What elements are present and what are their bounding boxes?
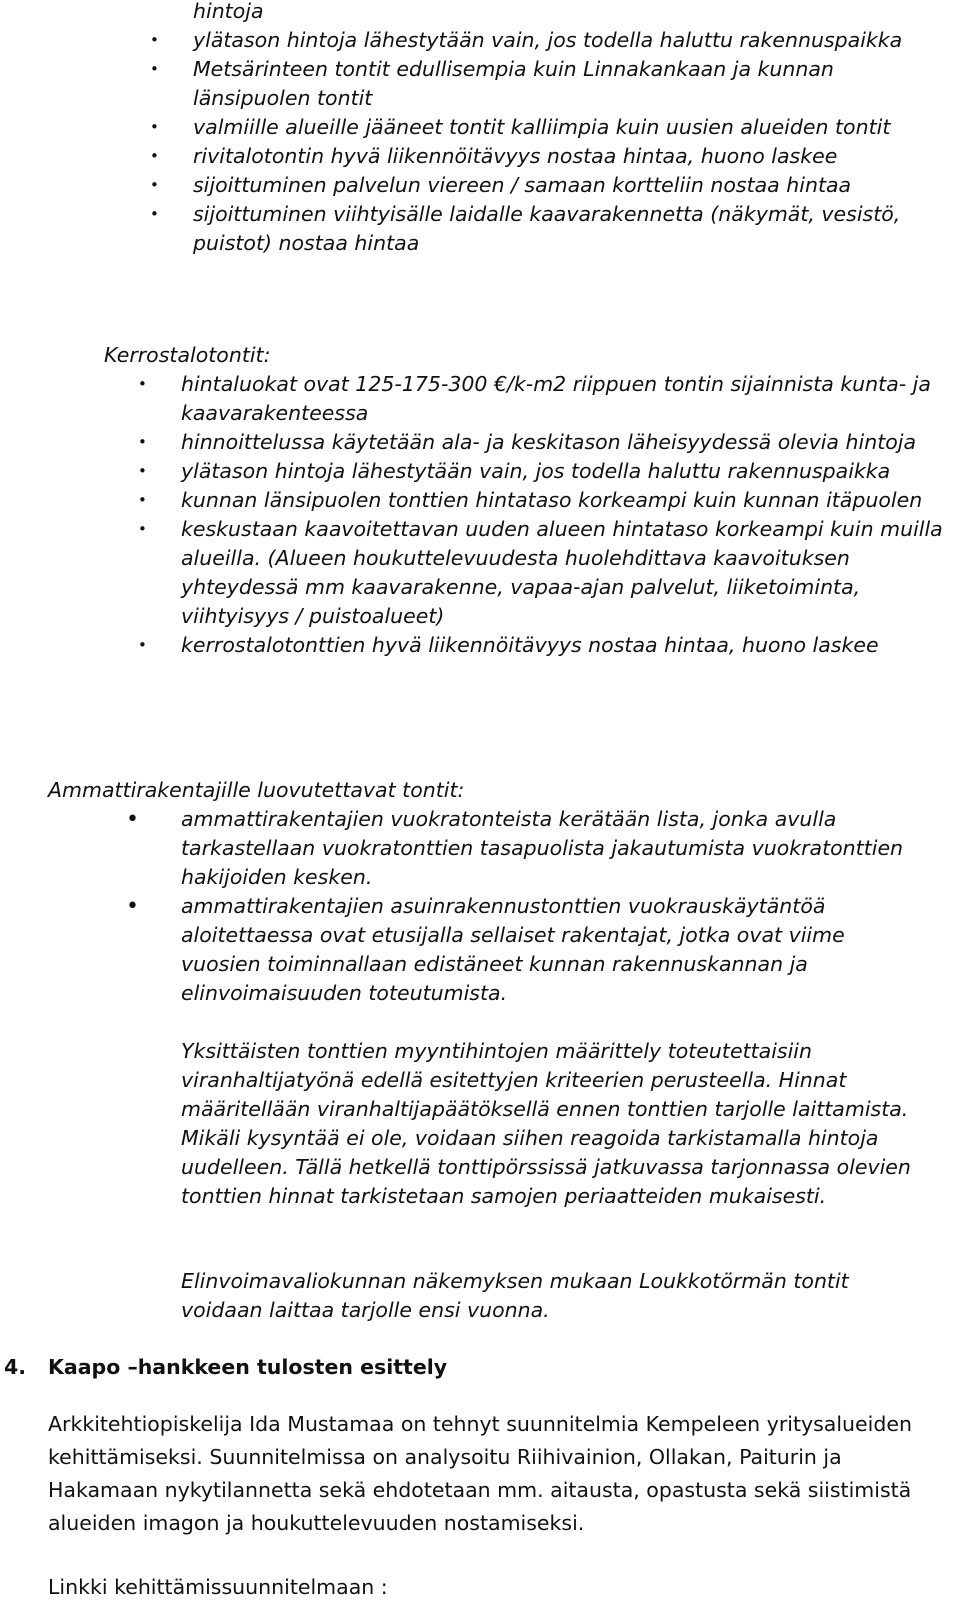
price-criteria-list [193,0,933,258]
ammattirakentaja-list [181,805,921,1008]
list-item: hintoja [193,0,264,23]
list-item: • ylätason hintoja lähestytään vain, jos todella haluttu rakennuspaikka [193,26,933,55]
list-item: • rivitalotontin hyvä liikennöitävyys nostaa hintaa, huono laskee [193,142,933,171]
list-item: • keskustaan kaavoitettavan uuden alueen hintataso korkeampi kuin muilla alueilla. (Alueen houkuttelevuudesta huolehdittava kaavoituksen yhteydessä mm kaavarakenne, vapaa-ajan palvelut, liiketoiminta, viihtyisyys / puistoalueet) [181,515,951,631]
list-item: • kerrostalotonttien hyvä liikennöitävyys nostaa hintaa, huono laskee [181,631,951,660]
list-item: • sijoittuminen palvelun viereen / samaan kortteliin nostaa hintaa [193,171,933,200]
list-item: • kunnan länsipuolen tonttien hintataso korkeampi kuin kunnan itäpuolen [181,486,951,515]
list-item: • hinnoittelussa käytetään ala- ja keskitason läheisyydessä olevia hintoja [181,428,951,457]
list-item: • sijoittuminen viihtyisälle laidalle kaavarakennetta (näkymät, vesistö, puistot) nostaa hintaa [193,200,933,258]
section-body: Arkkitehtiopiskelija Ida Mustamaa on tehnyt suunnitelmia Kempeleen yritysalueiden kehittämiseksi. Suunnitelmissa on analysoitu Riihivainion, Ollakan, Paiturin ja Hakamaan nykytilannetta sekä ehdotetaan mm. aitausta, opastusta sekä siistimistä alueiden imagon ja houkuttelevuuden nostamiseksi. [48,1412,912,1535]
list-item: • ammattirakentajien vuokratonteista kerätään lista, jonka avulla tarkastellaan vuokratonttien tasapuolista jakautumista vuokratonttien hakijoiden kesken. [181,805,921,892]
committee-paragraph: Elinvoimavaliokunnan näkemyksen mukaan Loukkotörmän tontit voidaan laittaa tarjolle ensi vuonna. [181,1269,849,1322]
plan-link[interactable]: Linkki kehittämissuunnitelmaan : [48,1575,388,1599]
list-item: • hintaluokat ovat 125-175-300 €/k-m2 riippuen tontin sijainnista kunta- ja kaavarakenteessa [181,370,951,428]
section-title: Kaapo –hankkeen tulosten esittely [48,1355,448,1379]
pricing-paragraph: Yksittäisten tonttien myyntihintojen määrittely toteutettaisiin viranhaltijatyönä edellä esitettyjen kriteerien perusteella. Hinnat määritellään viranhaltijapäätöksellä ennen tonttien tarjolle laittamista. Mikäli kysyntää ei ole, voidaan siihen reagoida tarkistamalla hintoja uudelleen. Tällä hetkellä tonttipörssissä jatkuvassa tarjonnassa olevien tonttien hinnat tarkistetaan samojen periaatteiden mukaisesti. [181,1039,911,1208]
kerrostalo-list [181,370,951,660]
list-item: • Metsärinteen tontit edullisempia kuin Linnakankaan ja kunnan länsipuolen tontit [193,55,933,113]
list-item: • ammattirakentajien asuinrakennustonttien vuokrauskäytäntöä aloitettaessa ovat etusijalla sellaiset rakentajat, jotka ovat viime vuosien toiminnallaan edistäneet kunnan rakennuskannan ja elinvoimaisuuden toteutumista. [181,892,921,1008]
section-number: 4. [4,1355,27,1379]
ammattirakentaja-heading: Ammattirakentajille luovutettavat tontit: [48,778,465,802]
list-item: • ylätason hintoja lähestytään vain, jos todella haluttu rakennuspaikka [181,457,951,486]
kerrostalo-heading: Kerrostalotontit: [104,343,271,367]
list-item: • valmiille alueille jääneet tontit kalliimpia kuin uusien alueiden tontit [193,113,933,142]
